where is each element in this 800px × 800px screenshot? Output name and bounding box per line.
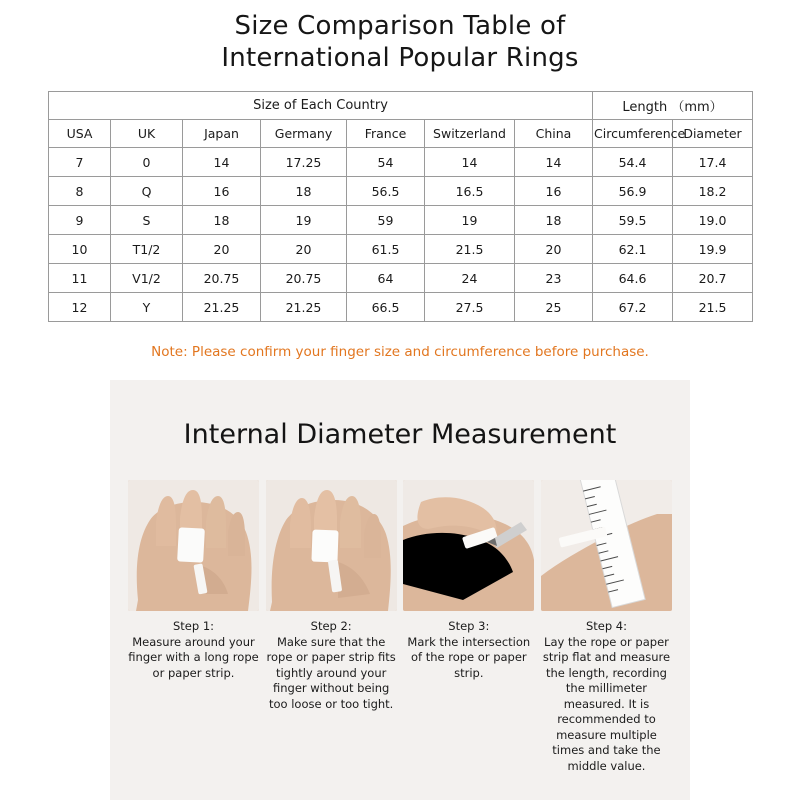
cell-circumference: 59.5 bbox=[593, 206, 673, 235]
panel-title: Internal Diameter Measurement bbox=[183, 419, 617, 450]
cell-japan: 20.75 bbox=[183, 264, 261, 293]
cell-uk: T1/2 bbox=[111, 235, 183, 264]
cell-france: 59 bbox=[347, 206, 425, 235]
cell-circumference: 64.6 bbox=[593, 264, 673, 293]
cell-germany: 21.25 bbox=[261, 293, 347, 322]
step-caption bbox=[266, 619, 397, 712]
cell-circumference: 56.9 bbox=[593, 177, 673, 206]
step-text: Lay the rope or paper strip flat and measure the length, recording the millimeter measured. It is recommended to measure multiple times and take the middle value. bbox=[542, 634, 671, 773]
cell-germany: 20.75 bbox=[261, 264, 347, 293]
table-row bbox=[49, 177, 753, 206]
cell-circumference: 67.2 bbox=[593, 293, 673, 322]
cell-diameter: 20.7 bbox=[673, 264, 753, 293]
cell-switzerland: 24 bbox=[425, 264, 515, 293]
column-header-diameter: Diameter bbox=[673, 120, 753, 148]
column-header-switzerland: Switzerland bbox=[425, 120, 515, 148]
column-header-usa: USA bbox=[49, 120, 111, 148]
step-caption bbox=[403, 619, 534, 681]
column-header-france: France bbox=[347, 120, 425, 148]
cell-switzerland: 14 bbox=[425, 148, 515, 177]
cell-switzerland: 19 bbox=[425, 206, 515, 235]
column-header-china: China bbox=[515, 120, 593, 148]
step-text: Measure around your finger with a long rope or paper strip. bbox=[128, 634, 259, 680]
cell-usa: 9 bbox=[49, 206, 111, 235]
size-comparison-table bbox=[48, 91, 753, 322]
cell-france: 66.5 bbox=[347, 293, 425, 322]
page-title-line-2: International Popular Rings bbox=[221, 43, 579, 73]
table-group-header-row bbox=[49, 92, 753, 120]
cell-france: 61.5 bbox=[347, 235, 425, 264]
hand-with-paper-strip-photo bbox=[128, 480, 259, 611]
cell-switzerland: 16.5 bbox=[425, 177, 515, 206]
cell-france: 54 bbox=[347, 148, 425, 177]
cell-usa: 12 bbox=[49, 293, 111, 322]
step-label: Step 3: bbox=[448, 619, 490, 633]
step-caption bbox=[541, 619, 672, 774]
cell-usa: 8 bbox=[49, 177, 111, 206]
cell-diameter: 21.5 bbox=[673, 293, 753, 322]
cell-china: 25 bbox=[515, 293, 593, 322]
steps-row bbox=[110, 452, 690, 774]
cell-france: 64 bbox=[347, 264, 425, 293]
table-row bbox=[49, 235, 753, 264]
cell-china: 18 bbox=[515, 206, 593, 235]
page-title-line-1: Size Comparison Table of bbox=[234, 11, 566, 41]
cell-japan: 16 bbox=[183, 177, 261, 206]
cell-china: 14 bbox=[515, 148, 593, 177]
ruler-measuring-strip-photo bbox=[541, 480, 672, 611]
step-label: Step 2: bbox=[310, 619, 352, 633]
cell-uk: Y bbox=[111, 293, 183, 322]
page-title bbox=[0, 0, 800, 74]
step-caption bbox=[128, 619, 259, 681]
cell-circumference: 54.4 bbox=[593, 148, 673, 177]
step-label: Step 1: bbox=[172, 619, 215, 633]
cell-diameter: 19.9 bbox=[673, 235, 753, 264]
cell-usa: 11 bbox=[49, 264, 111, 293]
cell-uk: 0 bbox=[111, 148, 183, 177]
table-row bbox=[49, 264, 753, 293]
step-item bbox=[128, 480, 259, 774]
cell-china: 20 bbox=[515, 235, 593, 264]
marking-intersection-photo bbox=[403, 480, 534, 611]
cell-switzerland: 27.5 bbox=[425, 293, 515, 322]
cell-germany: 20 bbox=[261, 235, 347, 264]
cell-germany: 19 bbox=[261, 206, 347, 235]
cell-japan: 18 bbox=[183, 206, 261, 235]
cell-france: 56.5 bbox=[347, 177, 425, 206]
cell-germany: 17.25 bbox=[261, 148, 347, 177]
cell-usa: 7 bbox=[49, 148, 111, 177]
step-item bbox=[403, 480, 534, 774]
cell-diameter: 17.4 bbox=[673, 148, 753, 177]
cell-japan: 21.25 bbox=[183, 293, 261, 322]
cell-usa: 10 bbox=[49, 235, 111, 264]
table-row bbox=[49, 293, 753, 322]
cell-diameter: 18.2 bbox=[673, 177, 753, 206]
table-row bbox=[49, 206, 753, 235]
cell-japan: 14 bbox=[183, 148, 261, 177]
hand-tightening-strip-photo bbox=[266, 480, 397, 611]
measurement-panel bbox=[110, 380, 690, 800]
cell-diameter: 19.0 bbox=[673, 206, 753, 235]
cell-circumference: 62.1 bbox=[593, 235, 673, 264]
cell-uk: Q bbox=[111, 177, 183, 206]
step-item bbox=[266, 480, 397, 774]
group-header-length: Length （mm） bbox=[593, 92, 753, 120]
size-table-container bbox=[48, 91, 752, 322]
column-header-japan: Japan bbox=[183, 120, 261, 148]
cell-china: 23 bbox=[515, 264, 593, 293]
step-label: Step 4: bbox=[585, 619, 627, 633]
cell-japan: 20 bbox=[183, 235, 261, 264]
column-header-circumference: Circumference bbox=[593, 120, 673, 148]
column-header-uk: UK bbox=[111, 120, 183, 148]
cell-uk: S bbox=[111, 206, 183, 235]
column-header-germany: Germany bbox=[261, 120, 347, 148]
table-column-header-row bbox=[49, 120, 753, 148]
cell-china: 16 bbox=[515, 177, 593, 206]
cell-germany: 18 bbox=[261, 177, 347, 206]
purchase-note: Note: Please confirm your finger size and circumference before purchase. bbox=[151, 344, 649, 360]
table-row bbox=[49, 148, 753, 177]
group-header-country: Size of Each Country bbox=[49, 92, 593, 120]
step-text: Mark the intersection of the rope or paper strip. bbox=[407, 634, 531, 680]
cell-uk: V1/2 bbox=[111, 264, 183, 293]
cell-switzerland: 21.5 bbox=[425, 235, 515, 264]
step-text: Make sure that the rope or paper strip fits tightly around your finger without being too loose or too tight. bbox=[266, 634, 396, 711]
step-item bbox=[541, 480, 672, 774]
